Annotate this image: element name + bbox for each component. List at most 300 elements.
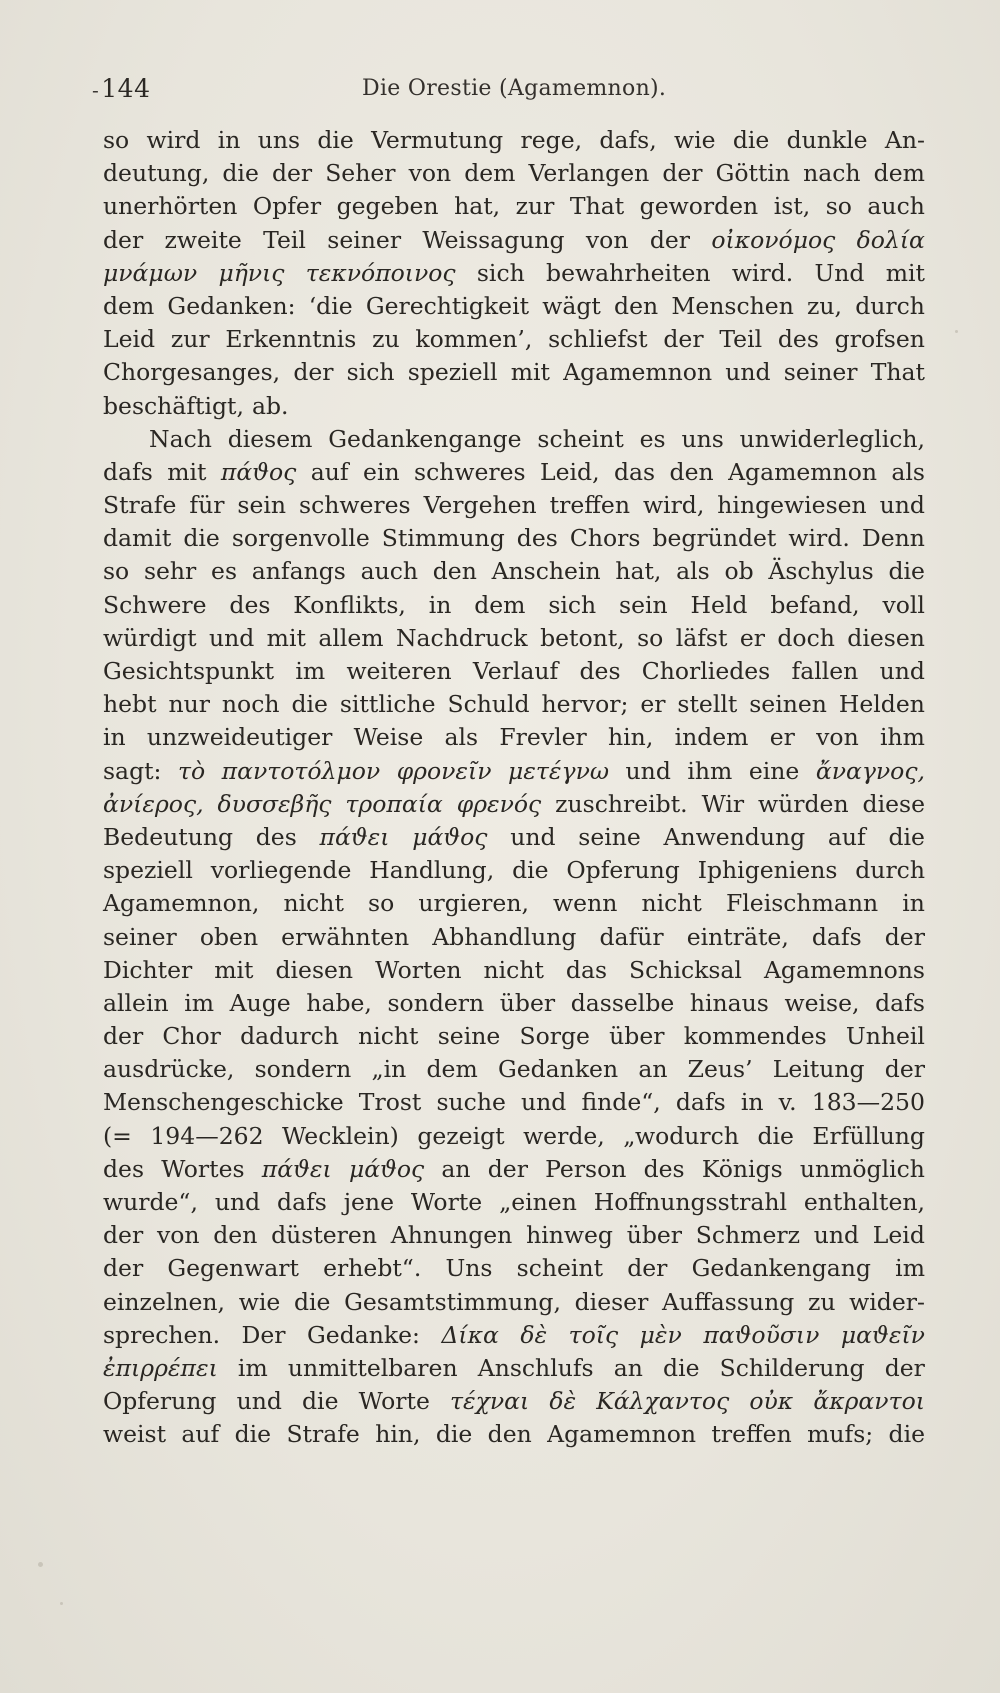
word: der [271,159,313,188]
word: enthalten, [803,1188,925,1216]
word: dunkle [786,126,868,154]
word: Erkenntnis [225,325,357,354]
word: Leid [103,325,156,354]
word: seiner [783,358,858,387]
word: nicht [283,889,344,918]
word: Abhandlung [432,922,577,951]
word: Stimmung [381,524,505,553]
word: ʻdie [308,291,353,320]
text-line [103,1053,925,1086]
word: in [103,723,126,752]
word: Chors [569,524,641,553]
word: Weissagung [422,225,565,254]
word: als [444,723,479,752]
word: einzelnen, [103,1287,226,1316]
word: so [103,557,130,586]
word: als [891,457,925,486]
word: Uns [445,1254,493,1283]
word: und [521,1088,567,1117]
text-line [103,1020,925,1053]
page-number-value: 144 [101,74,151,103]
word: ab. [251,391,289,420]
word: bewahrheiten [546,258,711,287]
body-text [103,124,925,1452]
word: der [103,225,144,254]
word: der [103,1221,144,1250]
word: voll [882,590,925,619]
word: 183—250 [811,1088,925,1117]
word: Königs [701,1154,783,1183]
word: sehr [143,557,197,586]
word: (= [103,1121,132,1150]
text-line [103,1319,925,1352]
word: Agamemnon [563,358,713,387]
word: Gedanken [497,1055,619,1084]
word: und [510,822,556,851]
word: Vergehen [423,491,537,520]
word: wider- [849,1287,925,1316]
margin-mark: - [92,78,100,102]
word: Opferung [103,1387,217,1416]
word: diesen [847,623,925,652]
word: δὲ [549,1387,577,1416]
word: in [740,1088,764,1117]
word: Ahnungen [390,1221,513,1250]
word: Sorge [519,1022,590,1051]
word: auf [827,822,866,851]
word: Menschengeschicke [103,1088,344,1117]
text-line [103,190,925,223]
word: über [626,1221,683,1250]
word: seine [437,1022,501,1051]
word: Wir [701,789,745,818]
word: ihm [879,723,925,752]
word: Teil [719,325,763,354]
word: Leid, [540,457,600,486]
word: Schicksal [629,955,742,984]
text-line [103,921,925,954]
word: Verlauf [472,657,559,685]
word: von [156,1221,200,1250]
word: Leid [872,1221,925,1250]
text-line [103,124,925,157]
text-line [103,622,925,655]
word: diese [862,789,925,818]
word: der [884,1055,925,1084]
text-line [103,655,925,688]
word: Opfer [252,192,322,221]
text-line [103,224,925,257]
text-line [103,1219,925,1252]
word: Wecklein) [282,1121,399,1150]
word: der [663,325,704,354]
text-line [103,1252,925,1285]
paper-speck [955,330,958,333]
word: er [739,623,765,652]
word: sorgenvolle [231,524,370,553]
word: die [222,159,259,188]
word: ausdrücke, [103,1055,235,1084]
word: Schmerz [695,1221,800,1250]
word: ἄναγνος, [815,756,925,785]
word: habe, [306,988,372,1017]
word: seiner [103,922,177,951]
word: zuschreibt. [555,789,688,818]
word: weise, [784,988,860,1017]
word: Zeus’ [687,1055,753,1084]
word: τροπαία [345,789,443,818]
word: mit [167,457,207,486]
word: sprechen. [103,1320,221,1349]
word: μνάμων [103,258,198,287]
word: des [643,1154,685,1183]
word: Weise [353,723,424,752]
word: Auffassung [662,1287,795,1316]
word: und [214,1188,261,1216]
word: die [234,1420,272,1449]
word: an [613,1353,643,1382]
word: weist [103,1420,167,1449]
word: und [813,1221,860,1250]
word: dasselbe [570,988,675,1017]
word: der [662,159,703,188]
word: der [487,1154,528,1183]
text-line [103,721,925,754]
word: speziell [407,358,498,387]
word: Person [545,1154,627,1183]
word: treffen [711,1420,792,1449]
text-line [103,821,925,854]
word: Dichter [103,955,193,984]
word: so [103,126,130,154]
word: die [512,856,549,885]
word: Schuld [447,690,530,719]
word: τὸ [178,756,206,785]
text-line [103,489,925,522]
word: wie [238,1287,281,1316]
word: auch [867,192,925,221]
word: sich [346,358,395,387]
word: so [825,192,852,221]
word: μὲν [639,1320,682,1349]
word: mit [510,358,550,387]
word: wie [673,126,716,154]
word: hin, [608,723,654,752]
word: jene [343,1188,394,1216]
word: und [725,358,771,387]
word: Hoffnungsstrahl [593,1188,787,1216]
word: auf [310,457,349,486]
word: an [638,1055,668,1084]
word: Anschein [491,557,601,586]
word: φρονεῖν [396,756,492,785]
word: im [237,1353,268,1382]
word: die [757,1121,794,1150]
word: ein [363,457,400,486]
word: die [183,524,220,553]
word: Und [814,258,865,287]
text-line [103,854,925,887]
word: düsteren [271,1221,377,1250]
word: unmittelbaren [287,1353,458,1382]
word: kommen’, [415,325,533,354]
text-line [103,589,925,622]
word: dafs [875,988,925,1017]
word: Wortes [161,1154,245,1183]
text-line [103,755,925,788]
word: stellt [677,690,738,719]
word: die [317,126,354,154]
word: Bedeutung [103,822,234,851]
text-line [103,1286,925,1319]
word: begründet [652,524,777,553]
word: dafs [675,1088,726,1117]
word: Seher [325,159,396,188]
page-number [92,74,150,103]
word: fallen [791,657,859,685]
word: den [614,291,659,320]
word: gezeigt [417,1121,505,1150]
text-line [103,887,925,920]
word: noch [221,690,280,719]
word: Strafe [286,1420,360,1449]
word: der [649,225,690,254]
word: wurde“, [103,1188,198,1216]
word: πάϑος [220,457,297,486]
word: 194—262 [150,1121,264,1150]
word: und [879,657,925,685]
word: grofsen [834,325,925,354]
word: eine [748,756,800,785]
word: so [368,889,395,918]
word: des [229,590,271,619]
word: uns [257,126,301,154]
word: Anwendung [663,822,806,851]
word: hinaus [689,988,769,1017]
word: dieser [574,1287,649,1316]
word: Gedankengange [328,424,522,453]
word: δολία [856,225,925,254]
word: seinen [749,690,827,719]
word: Göttin [715,159,791,188]
word: der [884,922,925,951]
word: Denn [861,524,925,553]
word: ist, [773,192,811,221]
word: sich [548,590,597,619]
text-line [103,323,925,356]
word: suche [436,1088,506,1117]
word: der [293,358,334,387]
paper-speck [38,1562,43,1567]
word: Δίκα [441,1320,499,1349]
word: φρενός [456,789,542,818]
word: That [870,358,925,387]
word: mit [266,623,306,652]
word: Strafe [103,491,177,520]
word: hervor; [541,690,629,719]
word: nach [803,159,861,188]
word: zweite [164,225,242,254]
word: der [884,1353,925,1382]
word: παϑοῦσιν [703,1320,820,1349]
word: in [428,590,452,619]
word: τέχναι [450,1387,530,1416]
word: vorliegende [210,856,352,885]
word: unzweideutiger [146,723,333,752]
text-line [103,423,925,456]
text-line [103,1385,925,1418]
word: er [769,723,795,752]
word: Agamemnons [763,955,925,984]
word: Chorliedes [641,657,771,685]
word: uns [681,424,724,453]
word: Konflikts, [293,590,406,619]
word: nicht [641,889,702,918]
word: Agamemnon [728,457,877,486]
word: schliefst [548,325,648,354]
word: παντοτόλμον [221,756,381,785]
word: schweres [414,457,526,486]
text-line [103,157,925,190]
word: sittliche [339,690,436,719]
word: Gedanken: [167,291,296,320]
word: dafür [599,922,664,951]
word: Worten [375,955,462,984]
word: in [217,126,241,154]
text-line [103,1186,925,1219]
word: ihm [687,756,733,785]
word: dem [464,159,516,188]
text-line [103,1418,925,1451]
word: es [639,424,666,453]
word: scheint [537,424,624,453]
word: Teil [263,225,306,254]
word: erhebt“. [323,1254,422,1283]
word: sich [476,258,525,287]
word: sondern [387,988,485,1017]
word: im [895,1254,925,1283]
word: von [408,159,452,188]
word: kommendes [683,1022,827,1051]
word: wird [146,126,201,154]
word: wägt [542,291,601,320]
word: δυσσεβῆς [217,789,332,818]
word: mit [214,955,254,984]
word: auf [181,1420,220,1449]
word: dafs [277,1188,327,1216]
word: betont, [540,623,625,652]
word: dafs [811,922,862,951]
word: als [676,557,710,586]
word: wird, [642,491,705,520]
word: hebt [103,690,157,719]
word: Nach [149,424,212,453]
word: ἐπιρρέπει [103,1353,218,1382]
running-head: Die Orestie (Agamemnon). [362,76,667,101]
word: sein [237,491,287,520]
word: der [103,1022,144,1051]
word: und [625,756,671,785]
word: doch [777,623,835,652]
word: οὐκ [749,1387,794,1416]
word: das [614,457,656,486]
word: Schilderung [719,1353,865,1382]
word: der [103,1254,144,1283]
word: dafs [103,457,153,486]
word: Trost [358,1088,422,1117]
word: im [295,657,326,685]
word: an [441,1154,471,1183]
word: indem [674,723,749,752]
word: im [184,988,215,1017]
word: wenn [553,889,618,918]
word: v. [778,1088,797,1117]
word: allein [103,988,169,1017]
word: Gesichtspunkt [103,657,275,685]
word: Gesamtstimmung, [344,1287,561,1316]
word: Agamemnon [547,1420,697,1449]
word: urgieren, [418,889,529,918]
word: sagt: [103,756,162,785]
word: und [208,623,255,652]
word: zu, [807,291,843,320]
word: gegeben [336,192,439,221]
word: unwiderleglich, [739,424,925,453]
text-line [103,390,925,423]
word: anfangs [251,557,346,586]
text-line [103,522,925,555]
text-line [103,1086,925,1119]
word: zu [372,325,400,354]
word: die [435,1420,473,1449]
word: des [579,657,621,685]
word: scheint [516,1254,604,1283]
word: Gegenwart [167,1254,299,1283]
word: Der [241,1320,286,1349]
text-line [103,1153,925,1186]
word: zur [170,325,210,354]
word: πάϑει [261,1154,332,1183]
word: Erfüllung [812,1121,925,1150]
word: Menschen [671,291,794,320]
word: Auge [229,988,291,1017]
word: die [302,1387,339,1416]
word: hat, [615,557,662,586]
word: hat, [454,192,501,221]
word: unmöglich [799,1154,925,1183]
word: des [255,822,297,851]
word: μῆνις [218,258,285,287]
word: von [585,225,629,254]
text-line [103,290,925,323]
word: durch [855,291,925,320]
word: Gedankengang [691,1254,871,1283]
word: treffen [549,491,630,520]
word: die [663,1353,700,1382]
word: dem [103,291,155,320]
word: läfst [675,623,728,652]
word: die [291,690,328,719]
word: Worte [358,1387,430,1416]
word: durch [855,856,925,885]
word: dem [873,159,925,188]
word: wird. [731,258,794,287]
word: Leitung [772,1055,865,1084]
word: dafs, [599,126,657,154]
word: speziell [103,856,193,885]
word: so [637,623,664,652]
word: zur [515,192,555,221]
